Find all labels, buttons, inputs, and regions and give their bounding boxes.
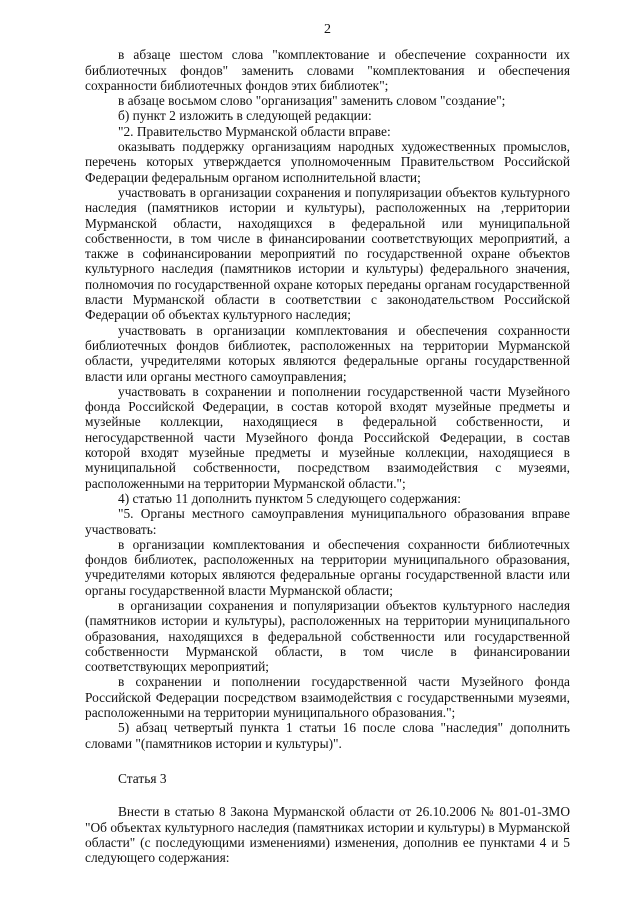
page-number: 2 <box>324 22 331 37</box>
document-page <box>85 22 570 865</box>
paragraph: в организации сохранения и популяризации объектов культурного наследия (памятников истории и культуры), расположенных на территории муниципального образования, находящихся в федеральной собственности или государственной собственности Мурманской области, в том числе в финансировании соответствующих мероприятий; <box>85 597 570 675</box>
paragraph: в абзаце восьмом слово "организация" заменить словом "создание"; <box>118 93 506 109</box>
paragraph: Внести в статью 8 Закона Мурманской области от 26.10.2006 № 801-01-ЗМО "Об объектах культурного наследия (памятниках истории и культуры) в Мурманской области" (с последующими изменениями) изменения, дополнив ее пунктами 4 и 5 следующего содержания: <box>85 804 570 866</box>
paragraph: "2. Правительство Мурманской области вправе: <box>118 123 391 139</box>
paragraph: в организации комплектования и обеспечения сохранности библиотечных фондов библиотек, расположенных на территории муниципального образования, учредителями которых являются федеральные органы государственной власти или органы государственной власти Мурманской области; <box>85 536 570 598</box>
paragraph: в сохранении и пополнении государственной части Музейного фонда Российской Федерации посредством взаимодействия с государственными музеями, расположенными на территории муниципального образования."; <box>85 674 570 721</box>
paragraph: 5) абзац четвертый пункта 1 статьи 16 после слова "наследия" дополнить словами "(памятников истории и культуры)". <box>85 720 570 751</box>
paragraph: участвовать в организации сохранения и популяризации объектов культурного наследия (памятников истории и культуры), расположенных на ,территории Мурманской области, находящихся в федеральной или муниципальной собственности, в том числе в финансировании соответствующих мероприятий, а также в софинансировании мероприятий по государственной охране объектов культурного наследия (памятников истории и культуры) федерального значения, полномочия по государственной охране которых переданы органам государственной власти Мурманской области в соответствии с законодательством Российской Федерации об объектах культурного наследия; <box>85 184 570 323</box>
paragraph: участвовать в организации комплектования и обеспечения сохранности библиотечных фондов библиотек, расположенных на территории Мурманской области, учредителями которых являются федеральные органы государственной власти или органы местного самоуправления; <box>85 322 570 384</box>
paragraph: б) пункт 2 изложить в следующей редакции: <box>118 108 372 124</box>
article-heading: Статья 3 <box>118 770 167 786</box>
paragraph: "5. Органы местного самоуправления муниципального образования вправе участвовать: <box>85 506 570 537</box>
paragraph: участвовать в сохранении и пополнении государственной части Музейного фонда Российской Федерации, в состав которой входят музейные предметы и музейные коллекции, находящиеся в федеральной собственности, и негосударственной части Музейного фонда Российской Федерации, в состав которой входят музейные предметы и музейные коллекции, находящиеся в муниципальной собственности, посредством взаимодействия с музеями, расположенными на территории Мурманской области."; <box>85 383 570 491</box>
paragraph: 4) статью 11 дополнить пунктом 5 следующего содержания: <box>118 490 461 506</box>
spacer <box>85 786 570 804</box>
paragraph: в абзаце шестом слова "комплектование и обеспечение сохранности их библиотечных фондов" заменить словами "комплектования и обеспечения сохранности библиотечных фондов этих библиотек"; <box>85 47 570 93</box>
spacer <box>85 751 570 771</box>
paragraph: оказывать поддержку организациям народных художественных промыслов, перечень которых утверждается уполномоченным Правительством Российской Федерации федеральным органом исполнительной власти; <box>85 139 570 185</box>
